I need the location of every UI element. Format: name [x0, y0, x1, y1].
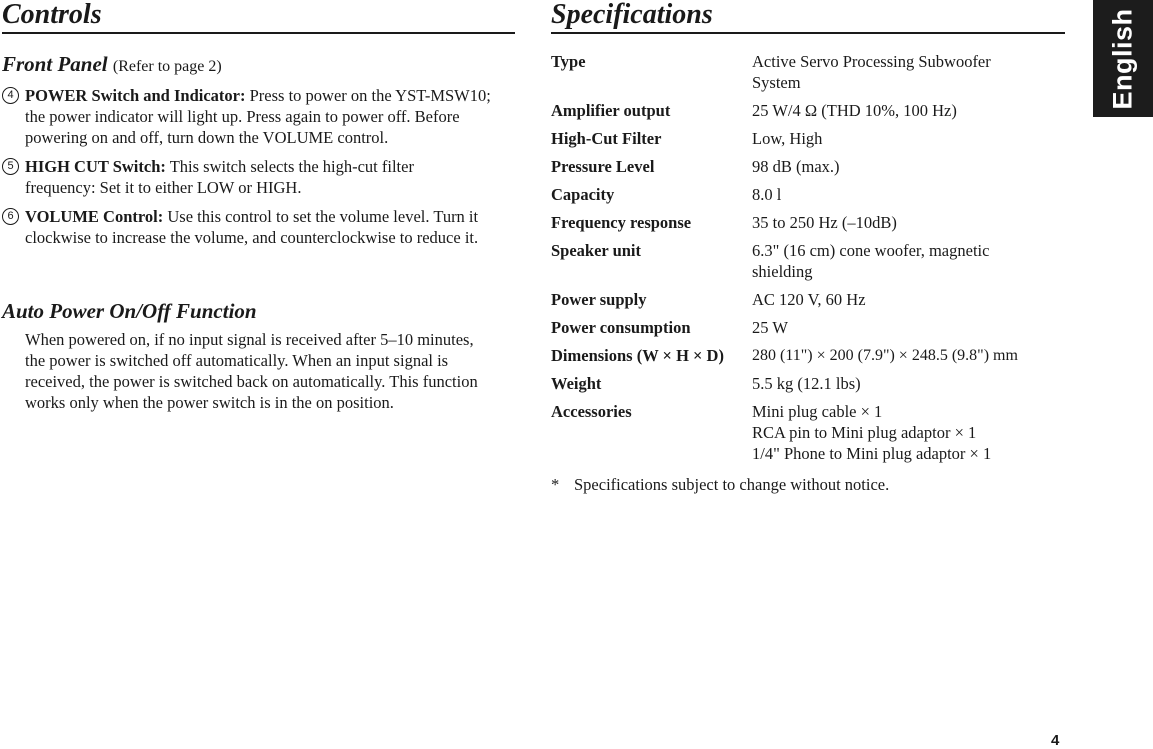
front-panel-title: [2, 52, 515, 79]
item-number-badge: 4: [2, 87, 19, 104]
spec-label: High-Cut Filter: [551, 129, 662, 148]
spec-value: 6.3" (16 cm) cone woofer, magnetic shielding: [752, 241, 990, 281]
spec-value: 5.5 kg (12.1 lbs): [752, 374, 861, 393]
spec-label: Frequency response: [551, 213, 692, 232]
accessory-item: RCA pin to Mini plug adaptor × 1: [752, 423, 977, 442]
specifications-column: [551, 0, 1065, 520]
spec-label: Amplifier output: [551, 101, 671, 120]
spec-value: 98 dB (max.): [752, 157, 840, 176]
spec-value: Low, High: [752, 129, 823, 148]
specifications-title: Specifications: [551, 0, 1065, 34]
spec-row: [551, 289, 1065, 310]
front-panel-heading: Front Panel: [2, 52, 108, 76]
item-number-badge: 6: [2, 208, 19, 225]
item-text: Use this control to set the volume level. Turn it clockwise to increase the volume, and counterclockwise to reduce it.: [25, 207, 479, 247]
spec-row: [551, 401, 1065, 464]
spec-row: [551, 317, 1065, 338]
item-text: This switch selects the high-cut filter frequency: Set it to either LOW or HIGH.: [25, 157, 414, 197]
controls-column: [2, 0, 515, 413]
spec-row: [551, 100, 1065, 121]
auto-power-title: Auto Power On/Off Function: [2, 299, 257, 323]
spec-label: Accessories: [551, 402, 632, 421]
control-item-power: [2, 85, 495, 148]
spec-value: 8.0 l: [752, 185, 782, 204]
item-number-badge: 5: [2, 158, 19, 175]
spec-label: Power consumption: [551, 318, 691, 337]
spec-row: [551, 184, 1065, 205]
spec-value: 280 (11") × 200 (7.9") × 248.5 (9.8") mm: [752, 347, 1018, 364]
auto-power-text: When powered on, if no input signal is received after 5–10 minutes, the power is switched off automatically. When an input signal is received, the power is switched back on automatically. This function works only when the power switch is in the on position.: [25, 330, 478, 412]
spec-value: 25 W: [752, 318, 788, 337]
item-text: Press to power on the YST-MSW10; the power indicator will light up. Press again to power off. Before powering on and off, turn down the VOLUME control.: [25, 86, 491, 147]
note-text: Specifications subject to change without notice.: [574, 475, 890, 494]
item-label: HIGH CUT Switch:: [25, 157, 166, 176]
language-tab-label: English: [1107, 7, 1138, 110]
spec-table: [551, 51, 1065, 464]
spec-label: Dimensions (W × H × D): [551, 346, 724, 365]
control-item-volume: [2, 206, 515, 248]
spec-row: [551, 345, 1065, 366]
spec-label: Type: [551, 52, 586, 71]
spec-row: [551, 128, 1065, 149]
spec-value-list: [752, 401, 1065, 464]
note-asterisk: *: [551, 475, 560, 494]
accessory-item: 1/4" Phone to Mini plug adaptor × 1: [752, 444, 992, 463]
spec-value: 25 W/4 Ω (THD 10%, 100 Hz): [752, 101, 957, 120]
spec-row: [551, 212, 1065, 233]
spec-value: 35 to 250 Hz (–10dB): [752, 213, 897, 232]
spec-label: Capacity: [551, 185, 615, 204]
spec-label: Speaker unit: [551, 241, 642, 260]
spec-row: [551, 240, 1065, 282]
spec-row: [551, 373, 1065, 394]
accessory-item: Mini plug cable × 1: [752, 402, 883, 421]
spec-value: Active Servo Processing Subwoofer System: [752, 52, 991, 92]
spec-label: Power supply: [551, 290, 647, 309]
front-panel-ref: (Refer to page 2): [112, 58, 222, 75]
spec-label: Weight: [551, 374, 602, 393]
spec-row: [551, 51, 1065, 93]
spec-row: [551, 156, 1065, 177]
page-number: 4: [1051, 732, 1060, 749]
language-tab: [1093, 0, 1153, 117]
controls-title: Controls: [2, 0, 515, 34]
spec-label: Pressure Level: [551, 157, 655, 176]
spec-note: [551, 474, 889, 495]
spec-value: AC 120 V, 60 Hz: [752, 290, 866, 309]
item-label: VOLUME Control:: [25, 207, 164, 226]
item-label: POWER Switch and Indicator:: [25, 86, 246, 105]
control-item-high-cut: [2, 156, 475, 198]
